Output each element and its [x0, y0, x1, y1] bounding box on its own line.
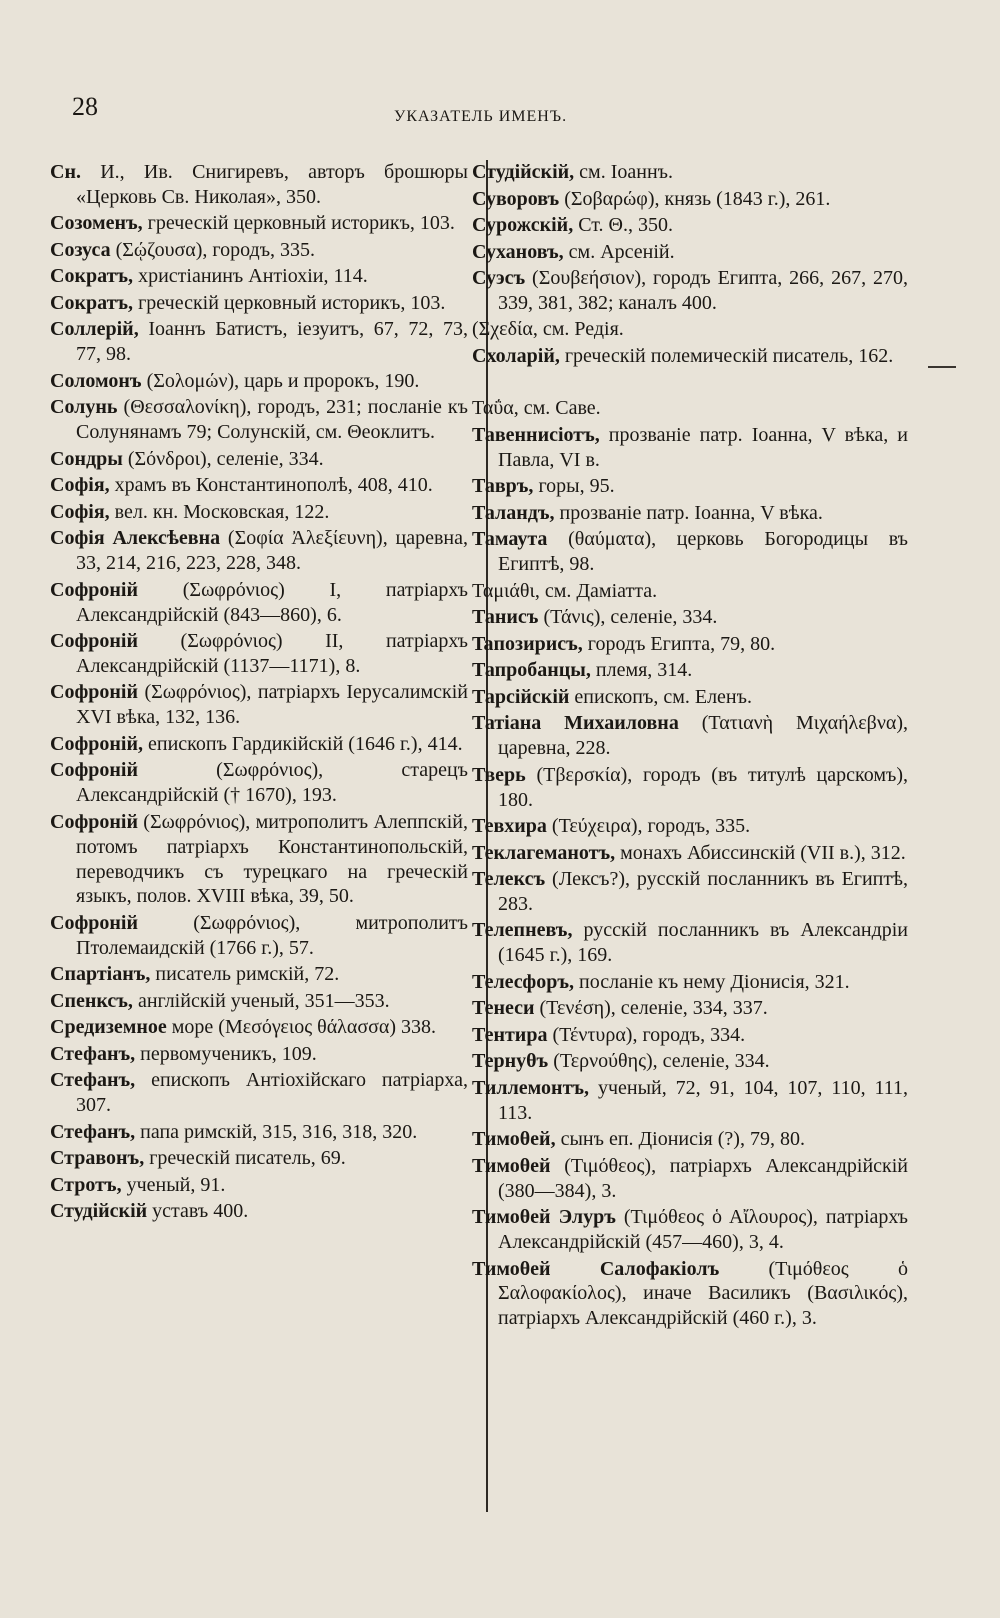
entry-headword: Тентира — [472, 1023, 548, 1046]
index-entry — [472, 213, 908, 238]
index-entry — [472, 711, 908, 761]
entry-headword: Тиллемонтъ, — [472, 1076, 590, 1099]
entry-text: (Τιμόθεος), патріархъ Александрійскій (380—384), 3. — [498, 1154, 908, 1202]
entry-text: (Σόνδροι), селеніе, 334. — [122, 447, 324, 470]
entry-text: англійскій ученый, 351—353. — [132, 989, 390, 1012]
index-entry — [50, 500, 468, 525]
entry-text: папа римскій, 315, 316, 318, 320. — [135, 1120, 418, 1143]
entry-text: епископъ, см. Еленъ. — [569, 685, 752, 708]
entry-headword: Taпозирисъ, — [472, 632, 583, 655]
index-entry — [50, 629, 468, 679]
entry-headword: Тернуθъ — [472, 1050, 549, 1073]
index-entry — [472, 918, 908, 968]
index-entry — [50, 578, 468, 628]
entry-headword: Соллерій, — [50, 318, 139, 341]
index-entry — [472, 1154, 908, 1204]
index-entry — [50, 160, 468, 210]
index-entry — [50, 238, 468, 263]
entry-text: (Θεσσαλονίκη), городъ, 231; посланіе къ Солунянамъ 79; Солунскій, см. Θеоклитъ. — [76, 396, 468, 444]
index-entry — [472, 970, 908, 995]
entry-text: (Τενέση), селеніе, 334, 337. — [534, 997, 768, 1020]
entry-text: ученый, 91. — [121, 1173, 226, 1196]
index-entry — [50, 264, 468, 289]
index-entry — [472, 1205, 908, 1255]
index-entry — [50, 1146, 468, 1171]
index-column-right — [472, 160, 908, 1333]
index-entry — [472, 501, 908, 526]
index-entry — [472, 632, 908, 657]
margin-mark — [928, 366, 956, 368]
entry-text: (Τέντυρα), городъ, 334. — [547, 1023, 746, 1046]
entry-text: вел. кн. Московская, 122. — [109, 500, 330, 523]
entry-text: прозваніе патр. Іоанна, V вѣка, и Павла, VI в. — [498, 423, 908, 471]
index-entry — [472, 160, 908, 185]
index-entry — [472, 344, 908, 369]
entry-headword: Солунь — [50, 396, 118, 419]
entry-text: (Σωφρόνιος), патріархъ Іерусалимскій XVI вѣка, 132, 136. — [76, 681, 468, 729]
entry-text: епископъ Антіохійскаго патріарха, 307. — [76, 1069, 468, 1117]
index-entry — [472, 1127, 908, 1152]
index-entry — [50, 732, 468, 757]
entry-headword: Телексъ — [472, 868, 546, 891]
index-entry — [472, 1076, 908, 1126]
entry-text: (Τβερσκία), городъ (въ титулѣ царскомъ), 180. — [498, 763, 908, 811]
entry-headword: Тимоθей — [472, 1154, 551, 1177]
entry-headword: Суворовъ — [472, 187, 560, 210]
entry-headword: Софроній — [50, 578, 139, 601]
index-entry — [472, 396, 908, 421]
entry-text: храмъ въ Константинополѣ, 408, 410. — [109, 474, 433, 497]
index-group-t — [472, 396, 908, 1331]
entry-headword: Студійскій, — [472, 161, 575, 183]
index-entry — [472, 605, 908, 630]
index-entry — [472, 867, 908, 917]
index-entry — [472, 579, 908, 604]
entry-headword: Суэсъ — [472, 267, 526, 289]
entry-text: (Σχεδία, см. Редія. — [472, 318, 624, 341]
entry-text: И., Ив. Снигиревъ, авторъ брошюры «Церковь Св. Николая», 350. — [76, 161, 468, 208]
entry-headword: Сн. — [50, 161, 81, 183]
index-entry — [50, 447, 468, 472]
page-number: 28 — [72, 92, 98, 121]
index-group-s — [472, 160, 908, 369]
entry-text: греческій церковный историкъ, 103. — [133, 291, 446, 314]
entry-text: епископъ Гардикійскій (1646 г.), 414. — [143, 732, 463, 755]
entry-headword: Сурожскій, — [472, 214, 574, 236]
index-entry — [472, 996, 908, 1021]
entry-text: монахъ Абиссинскій (VII в.), 312. — [615, 841, 906, 864]
entry-text: русскій посланникъ въ Александріи (1645 г.), 169. — [498, 919, 908, 967]
entry-headword: Софроній — [50, 630, 139, 653]
entry-text: см. Арсеній. — [563, 240, 675, 263]
entry-text: племя, 314. — [590, 659, 693, 682]
entry-text: (Σολομών), царь и пророкъ, 190. — [141, 369, 420, 392]
entry-text: (Τιμόθεος ὁ Σαλοφακίολος), иначе Василикъ (Βασιλικός), патріархъ Александрійскій (460 г.), 3. — [498, 1257, 908, 1330]
entry-headword: Тимоθей Салофакіолъ — [472, 1257, 720, 1280]
index-entry — [50, 211, 468, 236]
entry-headword: Тенеси — [472, 997, 535, 1020]
entry-headword: Телепневъ, — [472, 919, 573, 942]
entry-text: (Σουβεήσιον), городъ Египта, 266, 267, 270, 339, 381, 382; каналъ 400. — [498, 267, 908, 314]
entry-headword: Средиземное — [50, 1016, 167, 1039]
entry-text: Ταμιάθι, см. Даміатта. — [472, 579, 658, 602]
entry-headword: Тимоθей, — [472, 1128, 556, 1151]
entry-headword: Таландъ, — [472, 501, 555, 524]
entry-headword: Тверь — [472, 763, 526, 786]
index-entry — [50, 1120, 468, 1145]
index-entry — [50, 395, 468, 445]
entry-headword: Танисъ — [472, 606, 539, 629]
running-head: УКАЗАТЕЛЬ ИМЕНЪ. — [394, 108, 568, 125]
index-entry — [472, 527, 908, 577]
entry-text: (Τάνις), селеніе, 334. — [538, 606, 718, 629]
entry-text: Іоаннъ Батистъ, іезуитъ, 67, 72, 73, 77, 98. — [76, 318, 468, 366]
index-entry — [50, 1042, 468, 1067]
entry-text: Ταΰα, см. Саве. — [472, 397, 601, 420]
entry-text: (Σωφρόνιος), старецъ Александрійскій († 1670), 193. — [76, 759, 468, 807]
index-entry — [472, 317, 908, 342]
index-entry — [50, 473, 468, 498]
entry-headword: Тавръ, — [472, 475, 534, 498]
entry-text: (Τιμόθεος ὁ Αἴλουρος), патріархъ Александрійскій (457—460), 3, 4. — [498, 1206, 908, 1254]
entry-headword: Тимоθей Элуръ — [472, 1206, 616, 1229]
entry-headword: Софія, — [50, 474, 110, 497]
entry-text: (θαύματα), церковь Богородицы въ Египтѣ, 98. — [498, 528, 908, 576]
entry-headword: Сократъ, — [50, 291, 134, 314]
index-entry — [50, 369, 468, 394]
index-entry — [50, 758, 468, 808]
index-entry — [472, 240, 908, 265]
index-entry — [50, 989, 468, 1014]
entry-headword: Стефанъ, — [50, 1042, 136, 1065]
entry-text: Ст. Θ., 350. — [573, 214, 673, 236]
entry-headword: Стефанъ, — [50, 1120, 136, 1143]
entry-headword: Спенксъ, — [50, 989, 133, 1012]
index-entry — [472, 658, 908, 683]
entry-headword: Теклагеманотъ, — [472, 841, 616, 864]
index-entry — [472, 763, 908, 813]
index-entry — [50, 1199, 468, 1224]
entry-headword: Сухановъ, — [472, 240, 564, 263]
index-entry — [50, 291, 468, 316]
entry-text: (Σῴζουσα), городъ, 335. — [110, 238, 316, 261]
entry-text: ученый, 72, 91, 104, 107, 110, 111, 113. — [498, 1076, 908, 1124]
entry-headword: Тамаута — [472, 528, 548, 551]
entry-text: (Лексъ?), русскій посланникъ въ Египтѣ, 283. — [498, 868, 908, 915]
entry-headword: Созуса — [50, 238, 111, 261]
index-entry — [472, 685, 908, 710]
entry-headword: Созоменъ, — [50, 212, 143, 235]
entry-text: (Τεύχειρα), городъ, 335. — [546, 815, 751, 838]
entry-text: (Σωφρόνιος) I, патріархъ Александрійскій (843—860), 6. — [76, 578, 468, 626]
entry-headword: Сократъ, — [50, 265, 134, 288]
index-entry — [50, 680, 468, 730]
entry-headword: Схоларій, — [472, 344, 560, 367]
entry-text: (Σοφία Ἀλεξίευνη), царевна, 33, 214, 216, 223, 228, 348. — [76, 527, 468, 575]
index-entry — [472, 1049, 908, 1074]
entry-headword: Тапробанцы, — [472, 659, 591, 682]
entry-text: христіанинъ Антіохіи, 114. — [133, 265, 368, 288]
entry-headword: Тарсійскій — [472, 685, 570, 708]
index-entry — [472, 187, 908, 212]
entry-text: (Σωφρόνιος), митрополитъ Птолемаидскій (1766 г.), 57. — [76, 911, 468, 959]
index-entry — [50, 317, 468, 367]
entry-headword: Соломонъ — [50, 369, 142, 392]
entry-headword: Стравонъ, — [50, 1147, 145, 1170]
entry-text: посланіе къ нему Діонисія, 321. — [574, 970, 850, 993]
index-entry — [50, 1068, 468, 1118]
index-column-left — [50, 160, 468, 1226]
entry-text: (Σωφρόνιος), митрополитъ Алеппскій, потомъ патріархъ Константинопольскій, переводчикъ съ турецкаго на греческій языкъ, полов. XVIII вѣка, 39, 50. — [76, 810, 468, 908]
entry-headword: Софроній — [50, 759, 139, 782]
entry-headword: Софроній — [50, 681, 139, 704]
index-entry — [472, 1257, 908, 1332]
index-entry — [472, 1023, 908, 1048]
entry-text: греческій полемическій писатель, 162. — [559, 344, 894, 367]
entry-headword: Студійскій — [50, 1200, 148, 1223]
index-entry — [50, 810, 468, 910]
entry-text: (Τατιανὴ Μιχαήλεβνα), царевна, 228. — [498, 712, 909, 760]
entry-text: греческій церковный историкъ, 103. — [142, 212, 455, 235]
entry-headword: Софія Алексѣевна — [50, 527, 221, 550]
entry-headword: Телесфоръ, — [472, 970, 575, 993]
entry-text: (Σοβαρώφ), князь (1843 г.), 261. — [559, 187, 831, 210]
entry-text: море (Μεσόγειος θάλασσα) 338. — [166, 1016, 437, 1039]
entry-headword: Софроній — [50, 911, 139, 934]
index-entry — [50, 526, 468, 576]
entry-headword: Тавеннисіотъ, — [472, 423, 600, 446]
entry-text: прозваніе патр. Іоанна, V вѣка. — [554, 501, 823, 524]
entry-text: сынъ еп. Діонисія (?), 79, 80. — [555, 1128, 805, 1151]
entry-headword: Софроній — [50, 810, 139, 833]
index-entry — [472, 814, 908, 839]
entry-headword: Сондры — [50, 447, 123, 470]
entry-text: (Σωφρόνιος) II, патріархъ Александрійскій (1137—1171), 8. — [76, 630, 468, 677]
index-entry — [472, 474, 908, 499]
entry-text: первомученикъ, 109. — [135, 1042, 317, 1065]
entry-headword: Софроній, — [50, 732, 144, 755]
entry-headword: Стротъ, — [50, 1173, 122, 1196]
entry-headword: Тевхира — [472, 815, 547, 838]
entry-headword: Татіана Михаиловна — [472, 712, 679, 735]
entry-text: см. Іоаннъ. — [574, 161, 673, 183]
entry-text: горы, 95. — [533, 475, 615, 498]
entry-headword: Софія, — [50, 500, 110, 523]
index-entry — [50, 911, 468, 961]
entry-text: уставъ 400. — [147, 1200, 249, 1223]
index-entry — [472, 841, 908, 866]
entry-text: писатель римскій, 72. — [150, 963, 340, 986]
entry-text: городъ Египта, 79, 80. — [582, 632, 776, 655]
index-entry — [50, 1015, 468, 1040]
index-entry — [472, 423, 908, 473]
section-gap — [472, 370, 908, 396]
entry-headword: Спартіанъ, — [50, 963, 151, 986]
index-entry — [50, 1173, 468, 1198]
entry-text: греческій писатель, 69. — [144, 1147, 346, 1170]
entry-text: (Τερνούθης), селеніе, 334. — [548, 1050, 770, 1073]
index-entry — [50, 962, 468, 987]
index-entry — [472, 266, 908, 316]
entry-headword: Стефанъ, — [50, 1069, 136, 1092]
